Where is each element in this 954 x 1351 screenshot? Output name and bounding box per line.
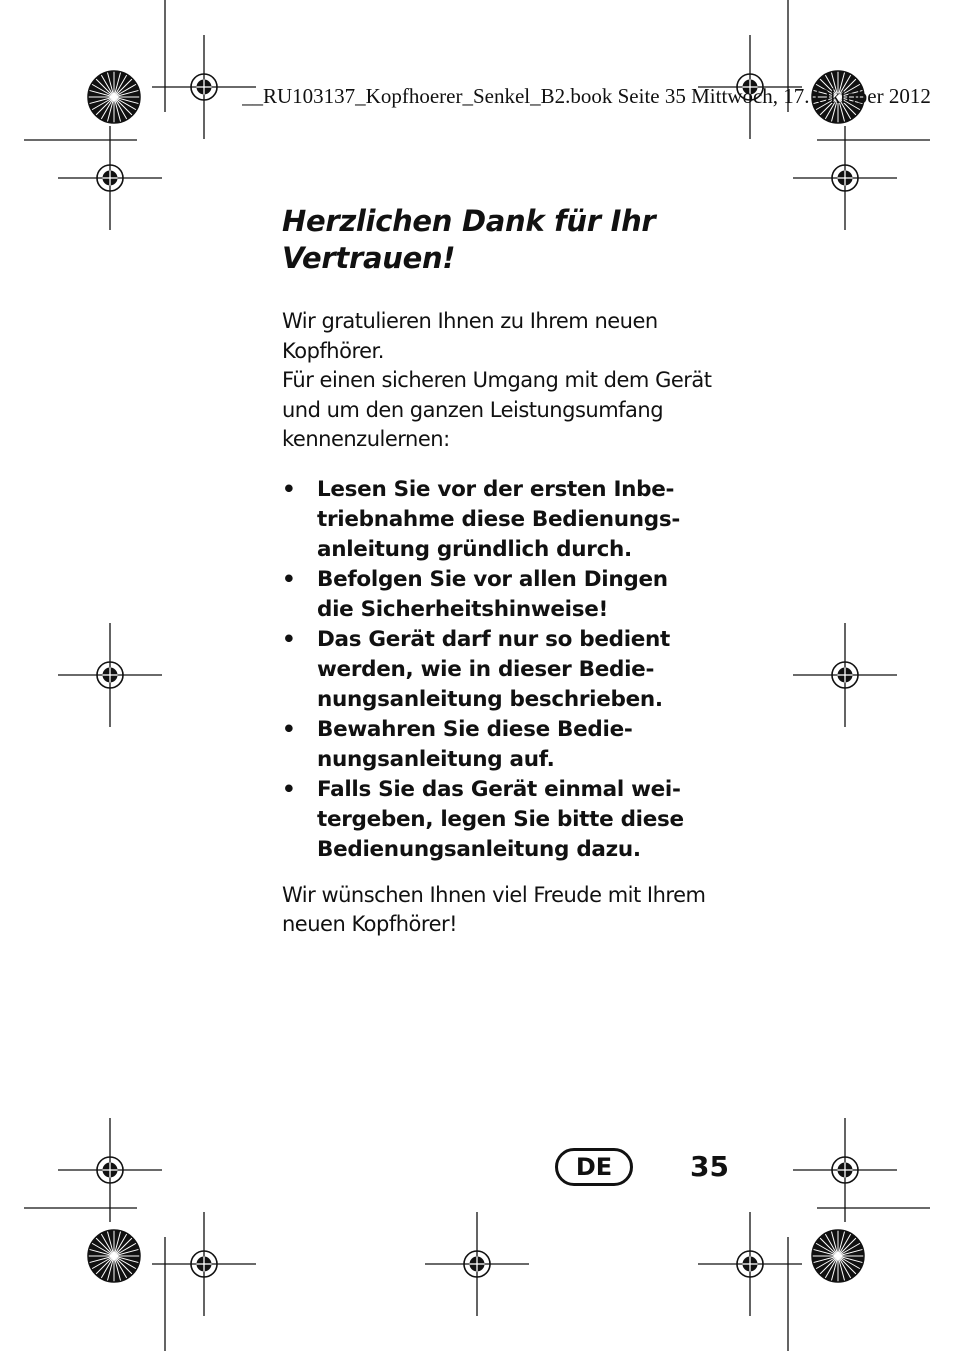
registration-mark-icon: [152, 35, 256, 139]
list-item-line: die Sicherheitshinweise!: [317, 596, 609, 622]
intro-paragraph: [282, 307, 732, 455]
page-title: [282, 203, 732, 277]
color-bar-icon: [88, 1230, 140, 1282]
registration-mark-icon: [698, 1212, 802, 1316]
list-item: [282, 715, 732, 775]
intro-line: und um den ganzen Leistungsumfang: [282, 397, 664, 422]
bullet-icon: •: [282, 626, 296, 652]
instruction-list: [282, 475, 732, 865]
page-number: 35: [690, 1150, 729, 1183]
list-item-line: triebnahme diese Bedienungs-: [317, 506, 680, 532]
bullet-icon: •: [282, 776, 296, 802]
bullet-icon: •: [282, 566, 296, 592]
registration-mark-icon: [58, 1118, 162, 1222]
intro-line: Wir gratulieren Ihnen zu Ihrem neuen: [282, 309, 658, 333]
registration-mark-icon: [793, 1118, 897, 1222]
list-item-line: werden, wie in dieser Bedie-: [317, 656, 655, 682]
registration-mark-icon: [425, 1212, 529, 1316]
page-content: [282, 203, 732, 940]
list-item: [282, 625, 732, 715]
list-item-line: Falls Sie das Gerät einmal wei-: [317, 776, 681, 802]
color-bar-icon: [812, 1230, 864, 1282]
list-item: [282, 565, 732, 625]
list-item-line: Befolgen Sie vor allen Dingen: [317, 566, 668, 592]
registration-mark-icon: [58, 623, 162, 727]
list-item-line: anleitung gründlich durch.: [317, 536, 632, 562]
intro-line: Kopfhörer.: [282, 338, 384, 363]
closing-line: Wir wünschen Ihnen viel Freude mit Ihrem: [282, 882, 706, 907]
registration-mark-icon: [793, 623, 897, 727]
list-item-line: nungsanleitung beschrieben.: [317, 686, 663, 712]
closing-line: neuen Kopfhörer!: [282, 912, 458, 936]
closing-paragraph: [282, 881, 732, 940]
list-item: [282, 475, 732, 565]
print-slug-header: __RU103137_Kopfhoerer_Senkel_B2.book Seite 35 Mittwoch, 17. Oktober 2012: [242, 84, 931, 108]
list-item-line: tergeben, legen Sie bitte diese: [317, 806, 684, 832]
list-item-line: nungsanleitung auf.: [317, 746, 555, 772]
language-badge: DE: [555, 1148, 633, 1186]
intro-line: kennenzulernen:: [282, 427, 450, 451]
intro-line: Für einen sicheren Umgang mit dem Gerät: [282, 368, 712, 392]
list-item-line: Lesen Sie vor der ersten Inbe-: [317, 476, 675, 502]
registration-mark-icon: [58, 126, 162, 230]
list-item-line: Bedienungsanleitung dazu.: [317, 836, 641, 862]
title-line: Herzlichen Dank für Ihr: [282, 204, 656, 238]
registration-mark-icon: [152, 1212, 256, 1316]
color-bar-icon: [88, 71, 140, 123]
bullet-icon: •: [282, 476, 296, 502]
bullet-icon: •: [282, 716, 296, 742]
title-line: Vertrauen!: [282, 241, 456, 275]
list-item-line: Bewahren Sie diese Bedie-: [317, 716, 633, 742]
list-item: [282, 775, 732, 865]
registration-mark-icon: [793, 126, 897, 230]
list-item-line: Das Gerät darf nur so bedient: [317, 626, 671, 652]
